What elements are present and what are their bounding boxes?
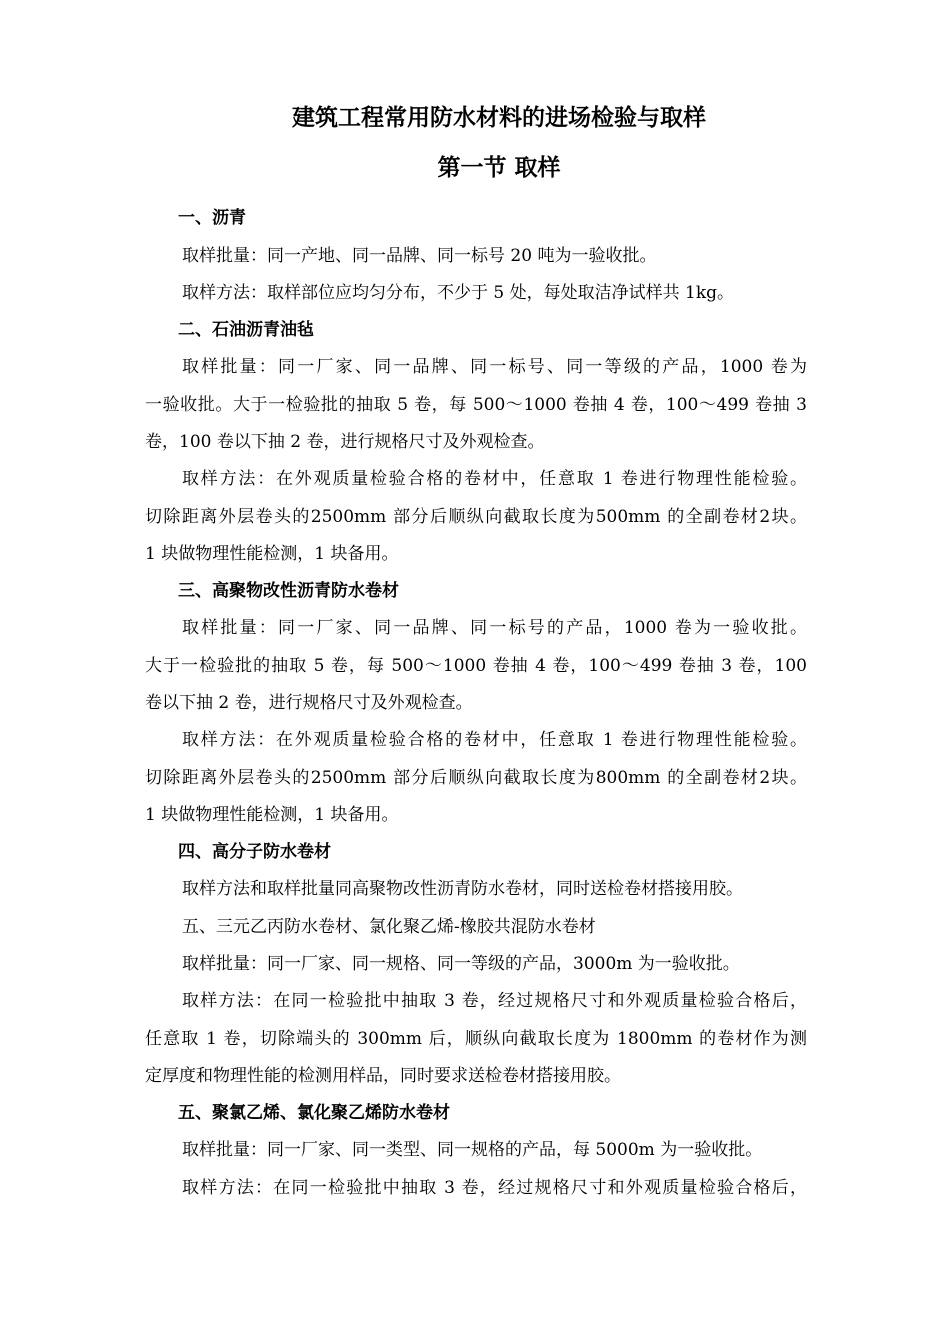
- paragraph-line: 卷以下抽 2 卷，进行规格尺寸及外观检查。: [145, 693, 473, 713]
- paragraph-line: 取样批量：同一厂家、同一规格、同一等级的产品，3000m 为一验收批。: [182, 954, 740, 974]
- paragraph-line: 1 块做物理性能检测，1 块备用。: [145, 805, 399, 825]
- heading-modified-asphalt: 三、高聚物改性沥青防水卷材: [178, 581, 399, 601]
- paragraph-line: 大于一检验批的抽取 5 卷，每 500～1000 卷抽 4 卷，100～499 卷抽 3 卷，100: [145, 656, 807, 676]
- heading-asphalt: 一、沥青: [178, 208, 246, 228]
- paragraph-line: 取样方法：在外观质量检验合格的卷材中，任意取 1 卷进行物理性能检验。: [182, 730, 807, 750]
- paragraph-line: 1 块做物理性能检测，1 块备用。: [145, 544, 399, 564]
- paragraph-line: 取样方法：在同一检验批中抽取 3 卷，经过规格尺寸和外观质量检验合格后，: [182, 991, 807, 1011]
- paragraph-line: 定厚度和物理性能的检测用样品，同时要求送检卷材搭接用胶。: [145, 1066, 621, 1086]
- document-title: 建筑工程常用防水材料的进场检验与取样: [292, 105, 706, 131]
- paragraph-line: 任意取 1 卷，切除端头的 300mm 后，顺纵向截取长度为 1800mm 的卷材作为测: [145, 1029, 807, 1049]
- paragraph-line: 取样方法：在同一检验批中抽取 3 卷，经过规格尺寸和外观质量检验合格后，: [182, 1178, 807, 1198]
- paragraph-line: 取样批量：同一厂家、同一品牌、同一标号的产品，1000 卷为一验收批。: [182, 618, 807, 638]
- paragraph-line: 一验收批。大于一检验批的抽取 5 卷，每 500～1000 卷抽 4 卷，100～499 卷抽 3: [145, 395, 807, 415]
- paragraph-line: 切除距离外层卷头的2500mm 部分后顺纵向截取长度为800mm 的全副卷材2块。: [145, 768, 807, 788]
- paragraph-line: 取样方法：在外观质量检验合格的卷材中，任意取 1 卷进行物理性能检验。: [182, 469, 807, 489]
- paragraph-line: 切除距离外层卷头的2500mm 部分后顺纵向截取长度为500mm 的全副卷材2块。: [145, 507, 807, 527]
- paragraph-line: 取样批量：同一厂家、同一品牌、同一标号、同一等级的产品，1000 卷为: [182, 357, 807, 377]
- heading-pvc-sheet: 五、聚氯乙烯、氯化聚乙烯防水卷材: [178, 1103, 450, 1123]
- paragraph-line: 卷，100 卷以下抽 2 卷，进行规格尺寸及外观检查。: [145, 432, 545, 452]
- paragraph-line: 取样批量：同一厂家、同一类型、同一规格的产品，每 5000m 为一验收批。: [182, 1140, 763, 1160]
- heading-polymer-sheet: 四、高分子防水卷材: [178, 842, 331, 862]
- heading-asphalt-felt: 二、石油沥青油毡: [178, 320, 314, 340]
- paragraph-line: 取样批量：同一产地、同一品牌、同一标号 20 吨为一验收批。: [182, 246, 657, 266]
- paragraph-line: 取样方法：取样部位应均匀分布，不少于 5 处，每处取洁净试样共 1kg。: [182, 283, 735, 303]
- paragraph-line: 取样方法和取样批量同高聚物改性沥青防水卷材，同时送检卷材搭接用胶。: [182, 879, 743, 899]
- section-title: 第一节 取样: [437, 155, 561, 181]
- heading-epdm-sheet: 五、三元乙丙防水卷材、氯化聚乙烯-橡胶共混防水卷材: [182, 917, 596, 937]
